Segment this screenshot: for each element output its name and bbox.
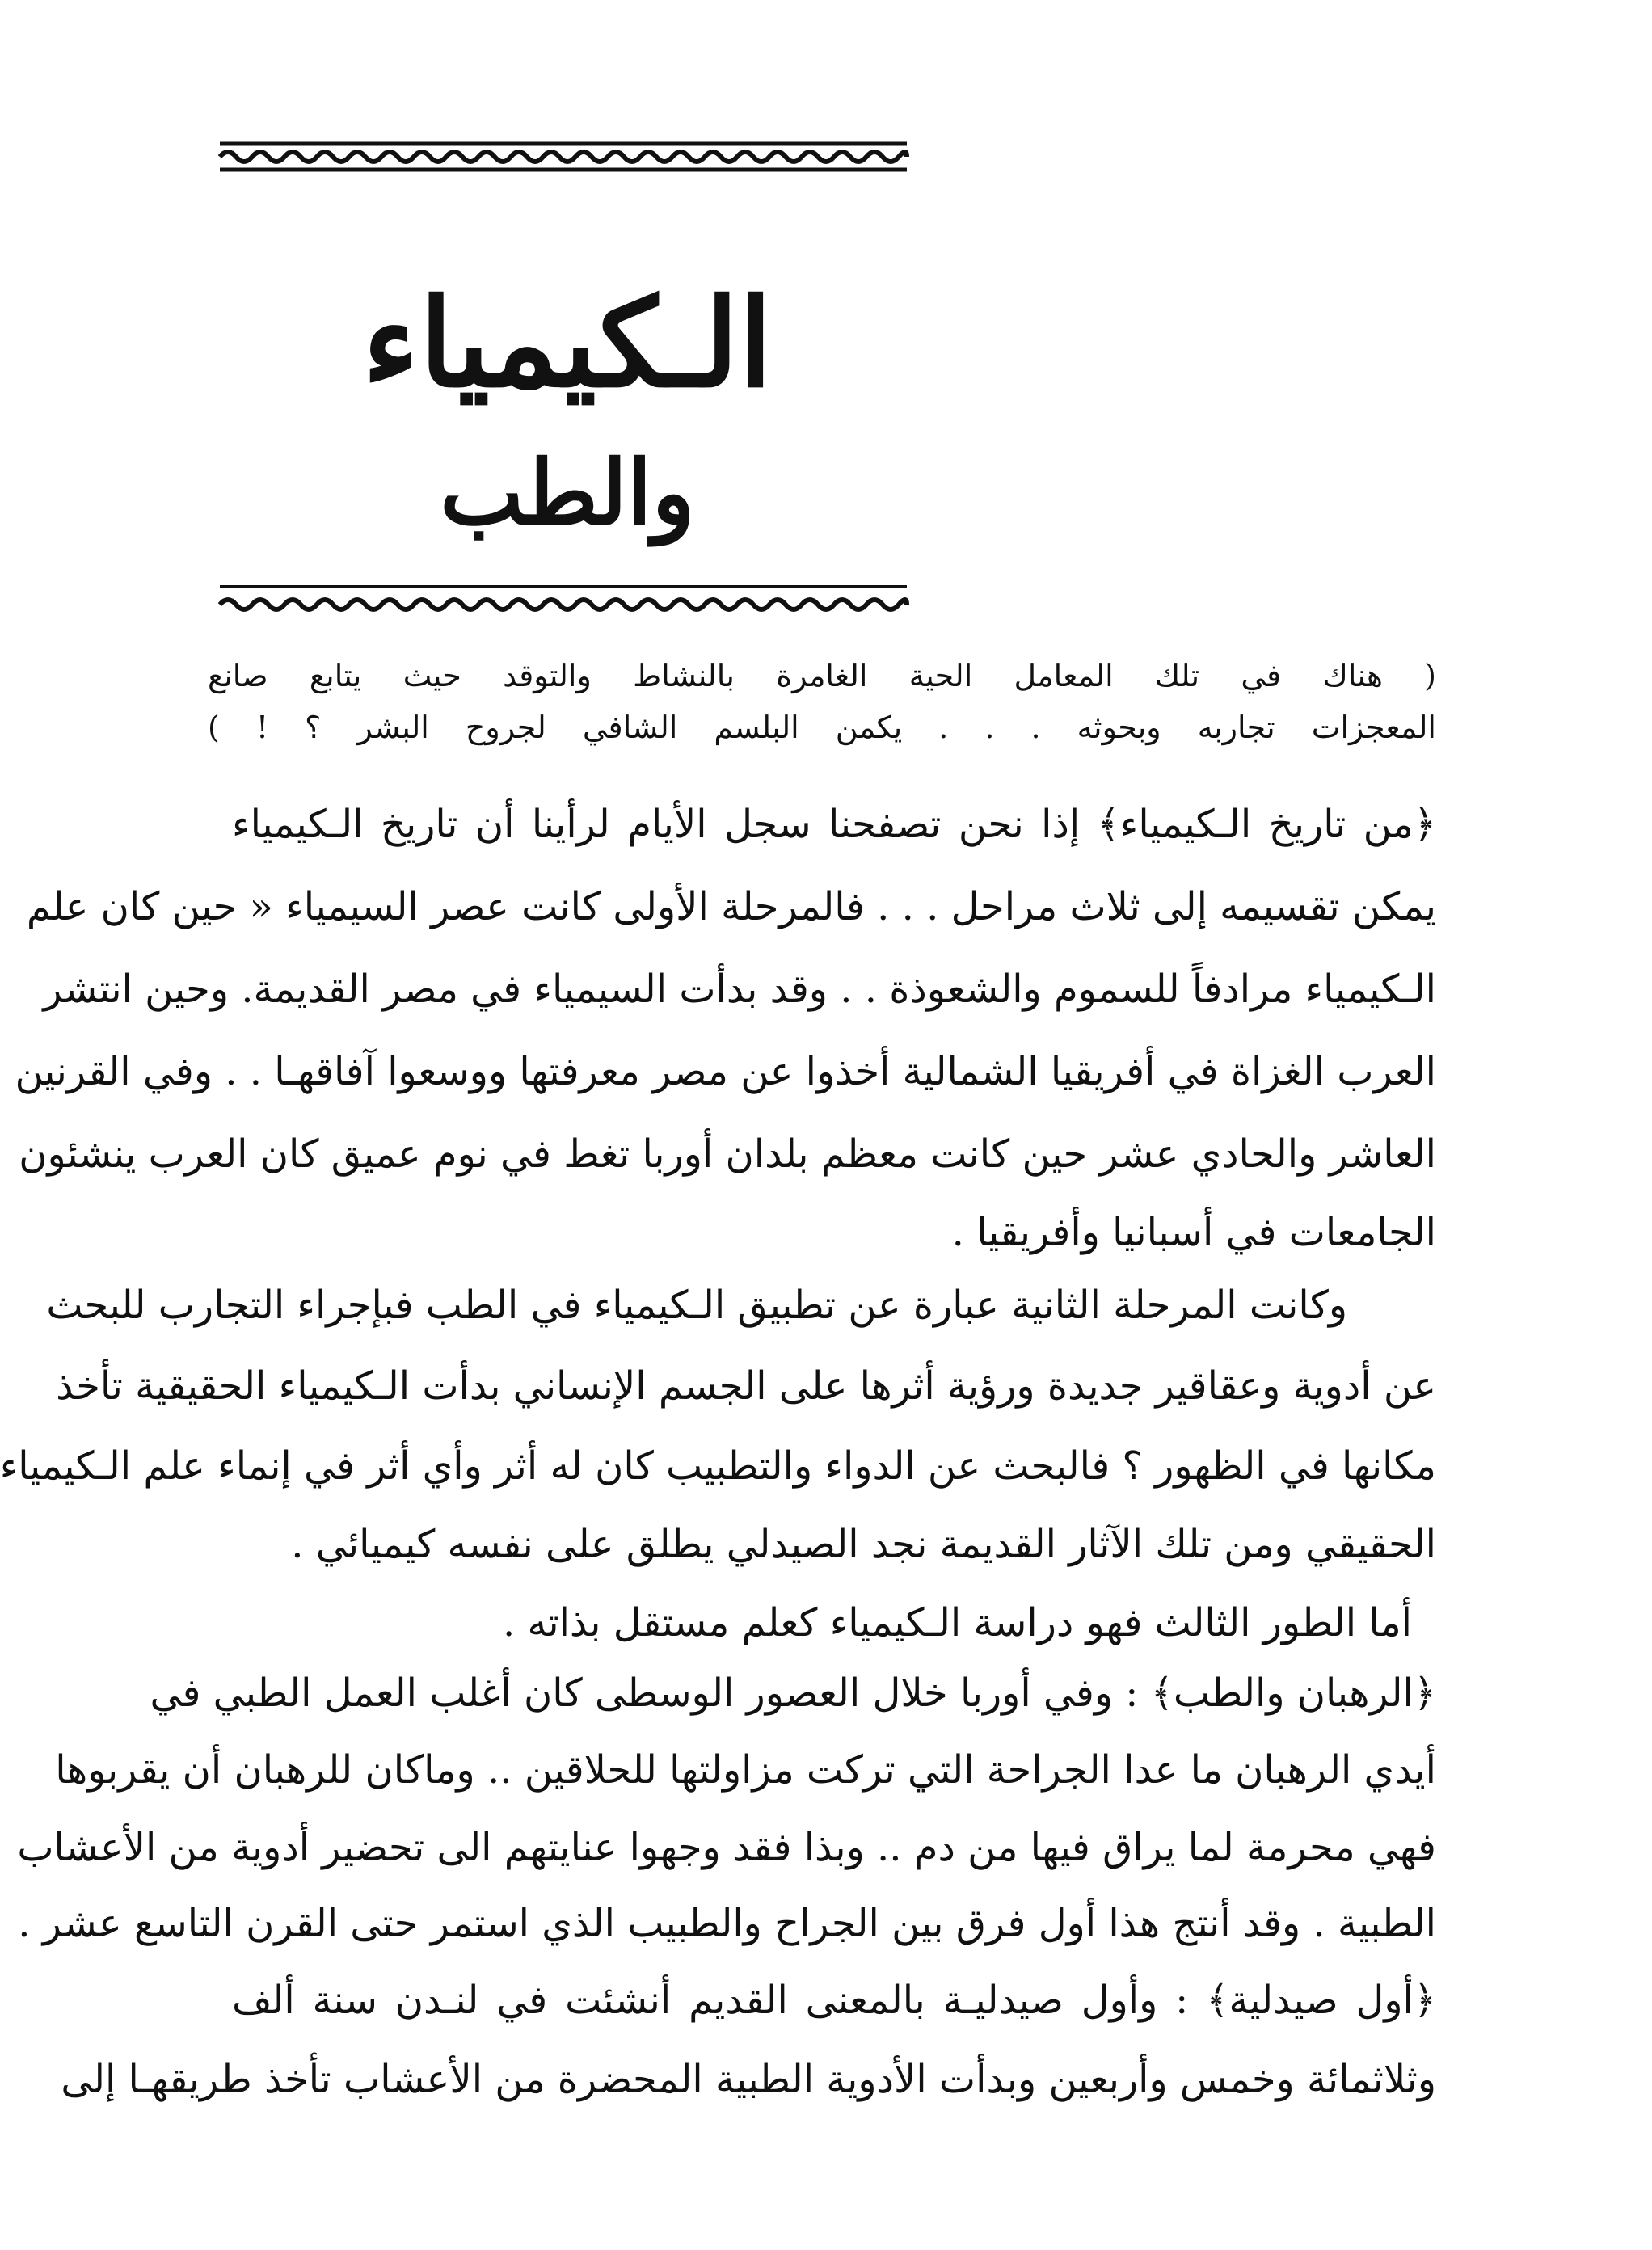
body-line: الجامعات في أسبانيا وأفريقيا .: [951, 1210, 1436, 1255]
body-line: ﴿الرهبان والطب﴾ : وفي أوربا خلال العصور الوسطى كان أغلب العمل الطبي في: [150, 1671, 1436, 1716]
body-line: الحقيقي ومن تلك الآثار القديمة نجد الصيدلي يطلق على نفسه كيميائي .: [291, 1522, 1436, 1567]
body-line: عن أدوية وعقاقير جديدة ورؤية أثرها على الجسم الإنساني بدأت الـكيمياء الحقيقية تأخذ: [56, 1363, 1436, 1409]
page-title: الـكيمياء: [362, 272, 773, 415]
body-line: وكانت المرحلة الثانية عبارة عن تطبيق الـكيمياء في الطب فبإجراء التجارب للبحث: [46, 1283, 1347, 1328]
epigraph-line: المعجزات تجاربه وبحوثه . . . يكمن البلسم الشافي لجروح البشر ؟ ! ): [208, 710, 1436, 745]
body-line: العرب الغزاة في أفريقيا الشمالية أخذوا عن مصر معرفتها ووسعوا آفاقهـا . . وفي القرنين: [15, 1049, 1436, 1094]
body-line: العاشر والحادي عشر حين كانت معظم بلدان أوربا تغط في نوم عميق كان العرب ينشئون: [19, 1131, 1436, 1177]
body-line: أيدي الرهبان ما عدا الجراحة التي تركت مزاولتها للحلاقين .. وماكان للرهبان أن يقربوها: [55, 1747, 1436, 1793]
body-line: ﴿من تاريخ الـكيمياء﴾ إذا نحن تصفحنا سجل الأيام لرأينا أن تاريخ الـكيمياء: [232, 802, 1436, 847]
body-line: ﴿أول صيدلية﴾ : وأول صيدليـة بالمعنى القديم أنشئت في لنـدن سنة ألف: [232, 1978, 1436, 2023]
body-line: مكانها في الظهور ؟ فالبحث عن الدواء والتطبيب كان له أثر وأي أثر في إنماء علم الـكيمياء: [0, 1443, 1436, 1489]
body-line: وثلاثمائة وخمس وأربعين وبدأت الأدوية الطبية المحضرة من الأعشاب تأخذ طريقهـا إلى: [61, 2057, 1436, 2102]
body-line: الـكيمياء مرادفاً للسموم والشعوذة . . وقد بدأت السيمياء في مصر القديمة. وحين انتشر: [43, 967, 1436, 1012]
page-subtitle: والطب: [440, 440, 695, 545]
body-line: أما الطور الثالث فهو دراسة الـكيمياء كعلم مستقل بذاته .: [502, 1600, 1412, 1645]
top-ornament-divider: [220, 137, 907, 176]
body-line: الطبية . وقد أنتج هذا أول فرق بين الجراح والطبيب الذي استمر حتى القرن التاسع عشر .: [18, 1901, 1436, 1946]
body-line: فهي محرمة لما يراق فيها من دم .. وبذا فقد وجهوا عنايتهم الى تحضير أدوية من الأعشاب: [17, 1825, 1436, 1870]
body-line: يمكن تقسيمه إلى ثلاث مراحل . . . فالمرحلة الأولى كانت عصر السيمياء « حين كان علم: [26, 884, 1436, 929]
title-ornament-divider: [220, 580, 907, 619]
epigraph-line: ( هناك في تلك المعامل الحية الغامرة بالنشاط والتوقد حيث يتابع صانع: [208, 658, 1436, 693]
